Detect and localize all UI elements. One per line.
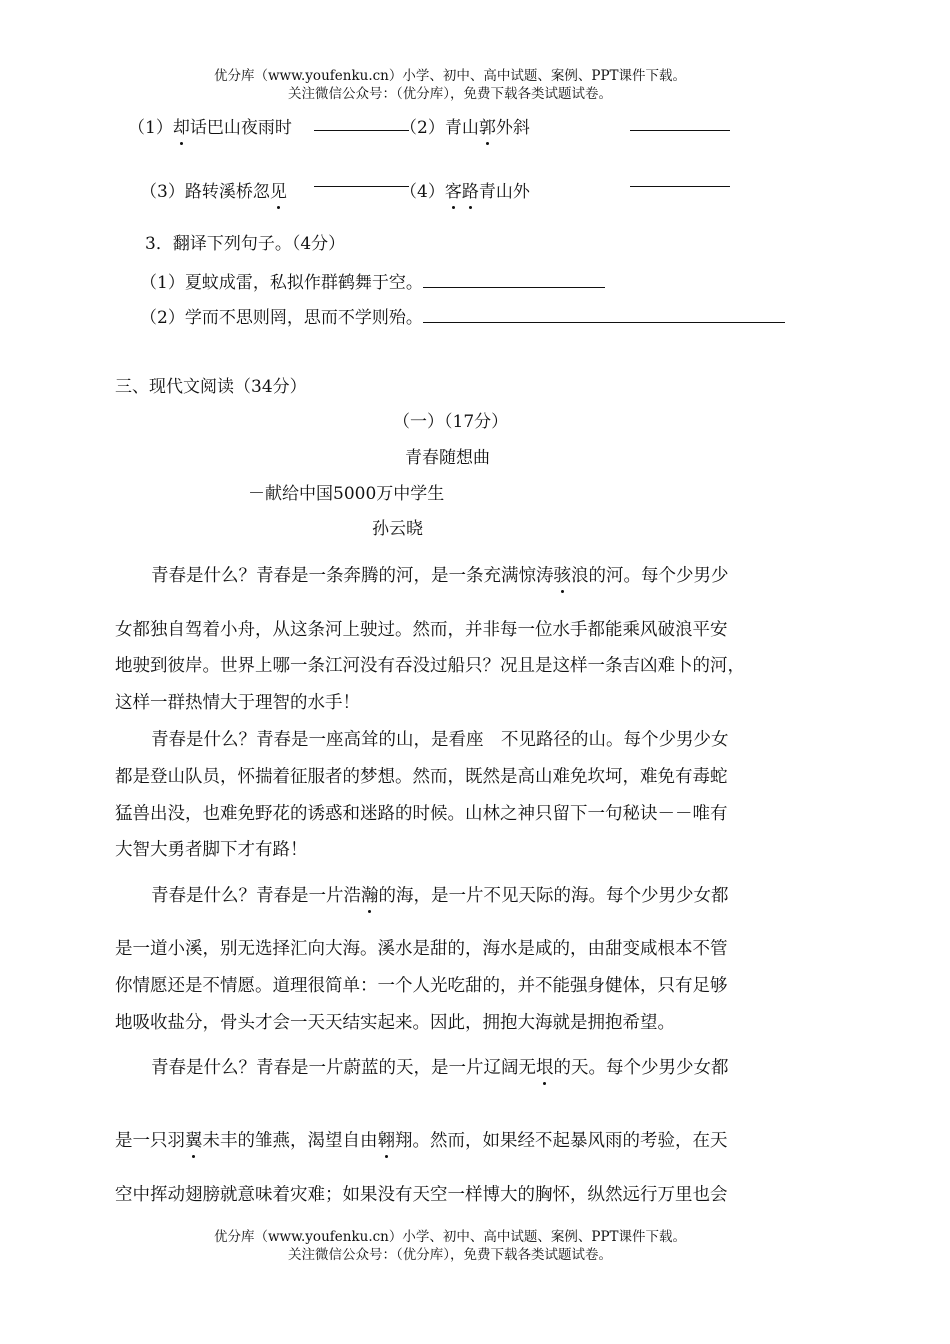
emphasis-char: 翼	[185, 1127, 203, 1152]
header-line-2: 关注微信公众号：（优分库），免费下载各类试题试卷。	[288, 86, 612, 102]
paragraph-3-line-2: 是一道小溪，别无选择汇向大海。溪水是甜的，海水是咸的，由甜变咸根本不管	[115, 939, 728, 959]
q3-title: 3．翻译下列句子。（4分）	[145, 234, 346, 254]
answer-blank-4[interactable]	[630, 186, 730, 187]
q3-sentence-1: （1）夏蚊成雷，私拟作群鹤舞于空。	[140, 271, 605, 294]
answer-blank-3[interactable]	[314, 186, 409, 187]
q2-item-1: （1）却话巴山夜雨时	[128, 118, 292, 138]
article-title: 青春随想曲	[405, 448, 490, 468]
header-line-1: 优分库（www.youfenku.cn）小学、初中、高中试题、案例、PPT课件下载。	[213, 68, 687, 84]
answer-blank-6[interactable]	[423, 306, 785, 323]
emphasis-char: 瀚	[361, 882, 379, 907]
paragraph-3-line-1: 青春是什么？青春是一片浩瀚的海，是一片不见天际的海。每个少男少女都	[115, 882, 815, 907]
emphasis-char: 骇	[554, 562, 572, 587]
q2-item-4: （4）客路青山外	[400, 182, 530, 202]
q3-sentence-2: （2）学而不思则罔，思而不学则殆。	[140, 306, 785, 329]
emphasis-char: 却	[172, 118, 190, 138]
answer-blank-2[interactable]	[630, 130, 730, 131]
emphasis-char: 见	[269, 182, 287, 202]
paragraph-3-line-4: 地吸收盐分，骨头才会一天天结实起来。因此，拥抱大海就是拥抱希望。	[115, 1013, 675, 1033]
section-title: 三、现代文阅读（34分）	[115, 377, 307, 397]
paragraph-2-line-3: 猛兽出没，也难免野花的诱惑和迷路的时候。山林之神只留下一句秘诀－－唯有	[115, 804, 728, 824]
paragraph-1-line-3: 地驶到彼岸。世界上哪一条江河没有吞没过船只？况且是这样一条吉凶难卜的河，	[115, 656, 745, 676]
emphasis-char: 郭	[478, 118, 496, 138]
paragraph-4-line-3: 空中挥动翅膀就意味着灾难；如果没有天空一样博大的胸怀，纵然远行万里也会	[115, 1185, 728, 1205]
answer-blank-1[interactable]	[314, 130, 409, 131]
paragraph-2-line-2: 都是登山队员，怀揣着征服者的梦想。然而，既然是高山难免坎坷，难免有毒蛇	[115, 767, 728, 787]
paragraph-3-line-3: 你情愿还是不情愿。道理很简单：一个人光吃甜的，并不能强身健体，只有足够	[115, 976, 728, 996]
paragraph-1-line-1: 青春是什么？青春是一条奔腾的河，是一条充满惊涛骇浪的河。每个少男少	[115, 562, 815, 587]
paragraph-2-line-4: 大智大勇者脚下才有路！	[115, 840, 308, 860]
emphasis-char: 客	[444, 182, 462, 202]
paragraph-1-line-4: 这样一群热情大于理智的水手！	[115, 693, 360, 713]
footer-line-1: 优分库（www.youfenku.cn）小学、初中、高中试题、案例、PPT课件下载。	[213, 1229, 687, 1245]
q2-item-3: （3）路转溪桥忽见	[140, 182, 287, 202]
emphasis-char: 垠	[536, 1054, 554, 1079]
article-author: 孙云晓	[372, 519, 423, 539]
answer-blank-5[interactable]	[423, 271, 605, 288]
paragraph-1-line-2: 女都独自驾着小舟，从这条河上驶过。然而，并非每一位水手都能乘风破浪平安	[115, 620, 728, 640]
q2-item-2: （2）青山郭外斜	[400, 118, 530, 138]
footer-line-2: 关注微信公众号：（优分库），免费下载各类试题试卷。	[288, 1247, 612, 1263]
paragraph-4-line-2: 是一只羽翼未丰的雏燕，渴望自由翱翔。然而，如果经不起暴风雨的考验，在天	[115, 1127, 815, 1152]
emphasis-char: 翱	[378, 1127, 396, 1152]
subsection-title: （一）（17分）	[393, 412, 509, 432]
article-dedication: －献给中国5000万中学生	[248, 484, 445, 504]
paragraph-4-line-1: 青春是什么？青春是一片蔚蓝的天，是一片辽阔无垠的天。每个少男少女都	[115, 1054, 815, 1079]
paragraph-2-line-1: 青春是什么？青春是一座高耸的山，是看座 不见路径的山。每个少男少女	[151, 730, 729, 750]
emphasis-char: 路	[461, 182, 479, 202]
